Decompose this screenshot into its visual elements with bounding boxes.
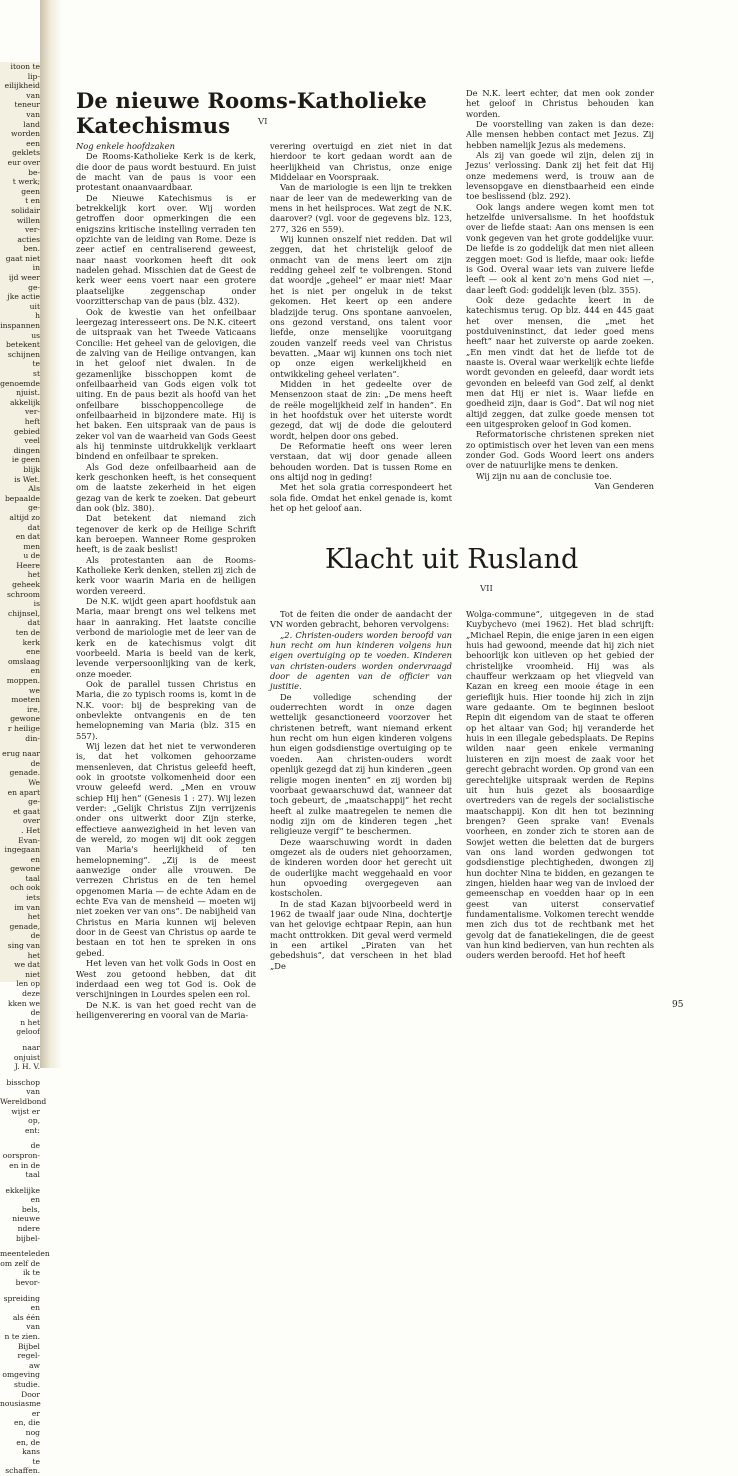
fragment-text: meenteleden om zelf de ik te bevor-	[0, 1249, 50, 1288]
paragraph: Deze waarschuwing wordt in daden omgezet als de ouders niet gehoorzamen, de kinderen worden door het gerecht uit de ouderlijke macht weggehaald en voor hun opvoeding overgegeven aan kostscholen.	[270, 836, 452, 899]
paragraph: Met het sola gratia correspondeert het sola fide. Omdat het enkel genade is, komt het op het geloof aan.	[270, 482, 452, 514]
article-title-rusland: Klacht uit Rusland	[325, 544, 579, 575]
article2-column-2	[466, 609, 654, 991]
paragraph: Midden in het gedeelte over de Mensenzoon staat de zin: „De mens heeft de reële mogelijkheid zelf in handen”. En in het hoofdstuk over het uiterste wordt gezegd, dat wij de dode die gelouterd wordt, helpen door ons gebed.	[270, 378, 452, 441]
article2-column-1	[270, 609, 452, 989]
paragraph: De N.K. leert echter, dat men ook zonder het geloof in Christus behouden kan worden.	[466, 88, 654, 119]
article1-column-3	[466, 88, 654, 503]
article-number: VI	[258, 117, 268, 127]
paragraph: Ook de parallel tussen Christus en Maria, die zo typisch rooms is, komt in de N.K. voor: bij de bespreking van de onbevlekte ontvangenis en de ten hemelopneming van Maria (blz. 315 en 557).	[76, 678, 256, 741]
section-heading: Nog enkele hoofdzaken	[76, 141, 175, 151]
paragraph: Ook langs andere wegen komt men tot hetzelfde universalisme. In het hoofdstuk over de liefde staat: Aan ons mensen is een vonk gegeven van het grote goddelijke vuur. De liefde is zo goddelijk dat men niet alleen zeggen moet: God is liefde, maar ook: liefde is God. Overal waar iets van zuivere liefde leeft — ook al kent zo'n mens God niet —, daar leeft God: goddelijk leven (blz. 355).	[466, 201, 654, 295]
paragraph: De voorstelling van zaken is dan deze: Alle mensen hebben contact met Jezus. Zij hebben namelijk Jezus als medemens.	[466, 119, 654, 150]
paragraph: Wij lezen dat het niet te verwonderen is, dat het volkomen gehoorzame mensenleven, dat Christus geleefd heeft, ook in grootste volkomenheid door een vrouw geleefd werd. „Men en vrouw schiep Hij hen” (Genesis 1 : 27). Wij lezen verder: „Gelijk Christus Zijn verrijzenis onder ons uitwerkt door Zijn sterke, effectieve aanwezigheid in het leven van de wereld, zo mogen wij dit ook zeggen van Maria's heerlijkheid of ten hemelopneming”. „Zij is de meest aanwezige onder alle vrouwen. De verrezen Christus en de ten hemel opgenomen Maria — de echte Adam en de echte Eva van de mensheid — moeten wij niet zoeken ver van ons”. De nabijheid van Christus en Maria kunnen wij beleven door in de Geest van Christus op aarde te bestaan en tot hen te spreken in ons gebed.	[76, 740, 256, 958]
article1-column-1	[76, 141, 256, 1020]
paragraph: Van de mariologie is een lijn te trekken naar de leer van de medewerking van de mens in het heilsproces. Wat zegt de N.K. daarover? (vgl. voor de gegevens blz. 123, 277, 326 en 559).	[270, 182, 452, 234]
author-signature: Van Genderen	[594, 481, 654, 492]
paragraph: Reformatorische christenen spreken niet zo optimistisch over het leven van een mens zonder God. Gods Woord leert ons anders over de natuurlijke mens te denken.	[466, 429, 654, 471]
fragment-text: spreiding en als één van n te zien. Bijbel regel- aw omgeving studie. Door nousiasme er en, die nog en, de kans te schaffen.	[0, 1293, 41, 1476]
paragraph: Wij zijn nu aan de conclusie toe.	[476, 470, 612, 481]
article-title-katechismus: De nieuwe Rooms-Katholieke Katechismus	[76, 88, 427, 138]
paragraph: Dat betekent dat niemand zich tegenover de kerk op de Heilige Schrift kan beroepen. Wanneer Rome gesproken heeft, is de zaak beslist!	[76, 513, 256, 555]
paragraph: Wij kunnen onszelf niet redden. Dat wil zeggen, dat het christelijk geloof de onmacht van de mens leert om zijn redding geheel zelf te volbrengen. Stond dat woordje „geheel” er maar niet! Maar het is niet per ongeluk in de tekst gekomen. Het keert op een andere bladzijde terug. Ons spontane aanvoelen, ons gezond verstand, ons talent voor liefde, onze menselijke vooruitgang zouden vanzelf reeds veel van Christus bevatten. „Maar wij kunnen ons toch niet op onze eigen werkelijkheid en ontwikkeling geheel verlaten”.	[270, 234, 452, 379]
article-number: VII	[480, 584, 493, 594]
quoted-paragraph: „2. Christen-ouders worden beroofd van hun recht om hun kinderen volgens hun eigen overtuiging op te voeden. Kinderen van christen-ouders worden ondervraagd door de agenten van de officier van justitie.	[270, 629, 452, 692]
paragraph: De volledige schending der ouderrechten wordt in onze dagen wettelijk gesanctioneerd voorzover het christenen betreft, want niemand erkent hun recht om hun eigen kinderen volgens hun eigen godsdienstige overtuiging op te voeden. Aan christen-ouders wordt openlijk gezegd dat zij hun kinderen „geen religie mogen inenten” en zij worden bij voorbaat gewaarschuwd dat, wanneer dat toch gebeurt, de „maatschappij” het recht heeft al zulke maatregelen te nemen die nodig zijn om de kinderen tegen „het religieuze vergif” te beschermen.	[270, 691, 452, 837]
paragraph: De N.K. is van het goed recht van de heiligenverering en vooral van de Maria-	[76, 999, 256, 1020]
left-page-fragment	[0, 62, 50, 1476]
paragraph: Als zij van goede wil zijn, delen zij in Jezus' verlossing. Dank zij het feit dat Hij onze medemens werd, is trouw aan de levensopgave en dienstbaarheid een einde toe beslissend (blz. 292).	[466, 150, 654, 202]
paragraph: Ook deze gedachte keert in de katechismus terug. Op blz. 444 en 445 gaat het over mensen, die „met het postduiveninstinct, dat ieder goed mens heeft” naar het zuiverste op aarde zoeken. „En men vindt dat het de liefde tot de naaste is. Overal waar werkelijk echte liefde wordt gevonden en geleefd, daar wordt iets gevonden en beleefd van God zelf, al denkt men dat Hij er niet is. Waar liefde en goedheid zijn, daar is God”. Dat wil nog niet altijd zeggen, dat zulke goede mensen tot een uitgesproken geloof in God komen.	[466, 294, 654, 429]
fragment-text: erug naar de genade. We en apart ge- et gaat over . Het Evan- ingegaan en gewone taal och ook iets im van het genade, de sing van het we dat niet len op deze kken we de n het geloof	[2, 749, 40, 1037]
paragraph: Wolga-commune”, uitgegeven in de stad Kuybychevo (mei 1962). Het blad schrijft: „Michael Repin, die enige jaren in een eigen huis had gewoond, meende dat hij zich niet behoorlijk kon uitleven op het gebied der christelijke vroomheid. Hij was als chauffeur werkzaam op het vliegveld van Kazan en kreeg een mooie étage in een gerieflijk huis. Hier toonde hij zich in zijn ware gedaante. Om te beginnen besloot Repin dit eigendom van de staat te offeren op het altaar van God; hij veranderde het huis in een illegale gebedsplaats. De Repins wilden naar geen enkele vermaning luisteren en zijn moest de zaak voor het gerecht gebracht worden. Op grond van een gerechtelijke uitspraak werden de Repins uit hun huis gezet als boosaardige overtreders van de regels der socialistische maatschappij. Kon dit hen tot bezinning brengen? Geen sprake van! Evenals voorheen, en zonder zich te storen aan de Sowjet wetten die beletten dat de burgers van ons land worden gedwongen tot godsdienstige plechtigheden, dwongen zij hun dochter Nina te bidden, en gezangen te zingen, hielden haar weg van de invloed der gemeenschap en voedden haar op in een geest van uiterst conservatief fundamentalisme. Volkomen terecht wendde men zich dus tot de rechtbank met het gevolg dat de fanatiekelingen, die de geest van hun kind bedierven, van hun rechten als ouders werden beroofd. Het hof heeft	[466, 609, 654, 961]
paragraph: Als protestanten aan de Rooms-Katholieke Kerk denken, stellen zij zich de kerk voor waarin Maria en de heiligen worden vereerd.	[76, 554, 256, 596]
paragraph: In de stad Kazan bijvoorbeeld werd in 1962 de twaalf jaar oude Nina, dochtertje van het gelovige echtpaar Repin, aan hun macht onttrokken. Dit geval werd vermeld in een artikel „Piraten van het gebedshuis”, dat verscheen in het blad „De	[270, 898, 452, 971]
paragraph: Het leven van het volk Gods in Oost en West zou getoond hebben, dat dit inderdaad een weg tot God is. Ook de verschijningen in Lourdes spelen een rol.	[76, 958, 256, 1000]
page-number: 95	[672, 1000, 684, 1010]
fragment-text: naar onjuist J. H. V.	[13, 1042, 40, 1072]
paragraph: Als God deze onfeilbaarheid aan de kerk geschonken heeft, is het consequent om de laatste zekerheid in het eigen gezag van de kerk te zoeken. Dat gebeurt dan ook (blz. 380).	[76, 461, 256, 514]
paragraph: Tot de feiten die onder de aandacht der VN worden gebracht, behoren vervolgens:	[270, 609, 452, 630]
article1-column-2	[270, 141, 452, 514]
page-gutter	[40, 0, 62, 1068]
fragment-text: ekkelijke en bels, nieuwe ndere bijbel-	[5, 1185, 40, 1243]
paragraph: De Nieuwe Katechismus is er betrekkelijk kort over. Wij worden getroffen door opmerkingen die een enigszins kritische instelling verraden ten opzichte van de leiding van Rome. Deze is zeer actief en centraliserend geweest, naar naast voorkomen heeft dit ook nadelen gehad. Misschien dat de Geest de kerk weer eens voert naar een grotere plaatselijke zeggenschap onder voorzitterschap van de paus (blz. 432).	[76, 192, 256, 307]
paragraph: De Reformatie heeft ons weer leren verstaan, dat wij door genade alleen behouden worden. Dat is tussen Rome en ons altijd nog in geding!	[270, 440, 452, 482]
paragraph: Ook de kwestie van het onfeilbaar leergezag interesseert ons. De N.K. citeert de uitspraak van het Tweede Vaticaans Concilie: Het geheel van de gelovigen, die de zalving van de Heilige ontvangen, kan in het geloof niet dwalen. In de gezamenlijke bisschoppen komt de onfeilbaarheid van Gods eigen volk tot uiting. En de paus bezit als hoofd van het onfeilbare bisschoppencollege de onfeilbaarheid in bijzondere mate. Hij is het baken. Een uitspraak van de paus is zeker vol van de waarheid van Gods Geest als hij tenminste uitdrukkelijk verklaart bindend en onfeilbaar te spreken.	[76, 306, 256, 462]
paragraph: De Rooms-Katholieke Kerk is de kerk, die door de paus wordt bestuurd. En juist de macht van de paus is voor een protestant onaanvaardbaar.	[76, 151, 256, 193]
fragment-text: de oorspron- en in de taal	[2, 1141, 40, 1180]
paragraph: De N.K. wijdt geen apart hoofdstuk aan Maria, maar brengt ons wel telkens met haar in aanraking. Het laatste concilie verbond de mariologie met de leer van de kerk en de katechismus volgt dit voorbeeld. Maria is beeld van de kerk, levende verpersoonlijking van de kerk, onze moeder.	[76, 596, 256, 679]
fragment-text: bisschop van Wereldbond wijst er op, ent:	[0, 1077, 47, 1135]
paragraph: verering overtuigd en ziet niet in dat hierdoor te kort gedaan wordt aan de heerlijkheid van Christus, onze enige Middelaar en Voorspraak.	[270, 141, 452, 183]
fragment-text: itoon te lip- eilijkheid van teneur van land worden een geklets eur over be- t werk; geen t en solidair willen ver- acties ben. gaat niet in ijd weer ge- jke actie uit h inspannen us betekent schijnen te st genoemde njuist. akkelijk ver- heft gebied veel dingen ie geen blijk is Wet. Als bepaalde ge- altijd zo dat en dat men u de Heere het geheek schroom is chijnsel, dat ten de kerk ene omslaag en moppen. we moeten ire, gewone r heilige din-	[0, 62, 40, 743]
